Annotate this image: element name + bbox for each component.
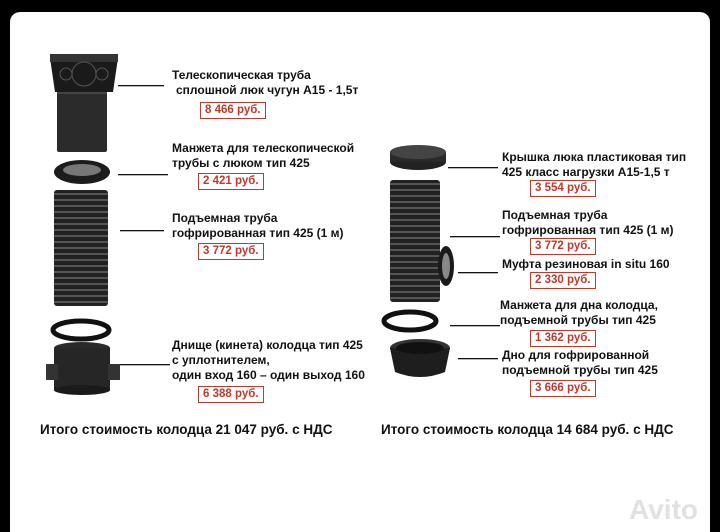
rubber-ring-image-left xyxy=(53,321,109,339)
rubber-coupling-image xyxy=(438,246,454,286)
item-label-base-kineta: Днище (кинета) колодца тип 425 с уплотнителем, один вход 160 – один выход 160 xyxy=(172,338,365,382)
avito-watermark: Avito xyxy=(629,494,698,525)
telescopic-pipe-with-cast-lid-image xyxy=(50,54,118,152)
base-kineta-image xyxy=(46,342,120,395)
item-label-corrugated-pipe-left: Подъемная труба гофрированная тип 425 (1 м) xyxy=(172,211,344,240)
item-label-pipe-bottom: Дно для гофрированной подъемной трубы тип 425 xyxy=(502,348,658,377)
price-corrugated-pipe-right: 3 772 руб. xyxy=(530,238,596,255)
price-pipe-bottom: 3 666 руб. xyxy=(530,380,596,397)
total-left: Итого стоимость колодца 21 047 руб. с НДС xyxy=(40,422,333,437)
corrugated-pipe-bottom-image xyxy=(390,339,450,377)
price-base-kineta: 6 388 руб. xyxy=(198,386,264,403)
price-rubber-coupling: 2 330 руб. xyxy=(530,272,596,289)
corrugated-pipe-image-right xyxy=(390,180,440,302)
product-sheet xyxy=(10,12,710,532)
corrugated-pipe-image-left xyxy=(54,190,108,306)
price-corrugated-pipe-left: 3 772 руб. xyxy=(198,243,264,260)
item-label-rubber-coupling: Муфта резиновая in situ 160 xyxy=(502,257,670,271)
rubber-ring-image-right xyxy=(384,312,436,330)
plastic-lid-image xyxy=(390,145,446,170)
product-illustrations xyxy=(10,12,710,532)
price-cuff-telescopic: 2 421 руб. xyxy=(198,173,264,190)
cuff-telescopic-image xyxy=(54,160,110,184)
item-label-cuff-telescopic: Манжета для телескопической трубы с люком тип 425 xyxy=(172,141,355,170)
price-cuff-bottom: 1 362 руб. xyxy=(530,330,596,347)
item-label-telescopic-pipe: Телескопическая труба сплошной люк чугун А15 - 1,5т xyxy=(172,68,359,97)
item-label-plastic-lid: Крышка люка пластиковая тип 425 класс нагрузки А15-1,5 т xyxy=(502,150,687,179)
total-right: Итого стоимость колодца 14 684 руб. с НДС xyxy=(381,422,674,437)
price-plastic-lid: 3 554 руб. xyxy=(530,180,596,197)
item-label-cuff-bottom: Манжета для дна колодца, подъемной трубы тип 425 xyxy=(500,298,658,327)
item-label-corrugated-pipe-right: Подъемная труба гофрированная тип 425 (1 м) xyxy=(502,208,674,237)
price-telescopic-pipe: 8 466 руб. xyxy=(200,102,266,119)
